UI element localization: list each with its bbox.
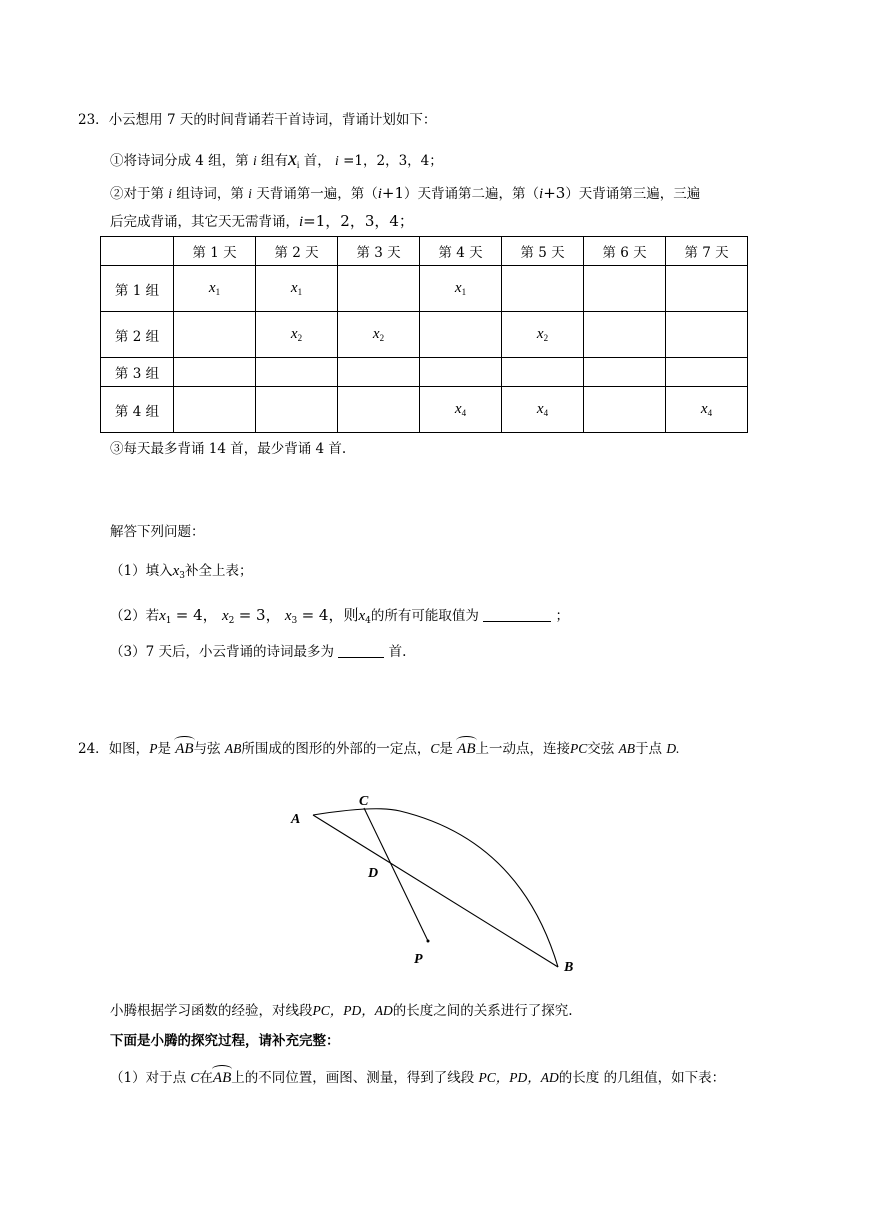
table-cell [502,266,584,312]
cell-variable: x [290,280,298,296]
table-cell [174,312,256,358]
rule2-text-a: ②对于第 [110,186,164,202]
table-cell [256,312,338,358]
table-cell [338,387,420,433]
table-row [101,387,748,433]
table-cell [502,358,584,387]
q23-rule2-line2 [110,212,414,231]
value-x3: = 4，则 [301,606,359,624]
table-cell [666,312,748,358]
segment-labels: PC，PD，AD [312,1003,393,1018]
q23-number: 23． [78,112,109,128]
table-cell [584,358,666,387]
q23-answer-intro: 解答下列问题： [110,524,205,540]
q24-text: 于点 [635,741,663,757]
part1-text-b: 在 [199,1070,213,1086]
arc-notation: AB [175,741,194,757]
table-cell [174,266,256,312]
cell-variable: x [536,326,544,342]
cell-variable: x [454,401,462,417]
rule2-text-b: 组诗词，第 [176,186,244,202]
table-header-cell: 第 6 天 [584,237,666,266]
q24-part1 [110,1069,725,1087]
q24-text: 是 [439,741,453,757]
q23-rule3: ③每天最多背诵 14 首，最少背诵 4 首. [110,441,347,457]
q23-statement [78,112,436,128]
cell-variable: x [454,280,462,296]
table-header-cell: 第 4 天 [420,237,502,266]
table-row [101,358,748,387]
var-x: x [159,608,166,624]
rule1-text-d: =1，2，3，4； [343,153,443,169]
cell-variable: x [700,401,708,417]
cell-variable: x [208,280,216,296]
rule2-text-c: 天背诵第一遍，第（ [256,186,378,202]
rule2-line2-text: 后完成背诵，其它天无需背诵， [110,214,299,230]
table-cell [584,266,666,312]
var-i: i [377,186,382,202]
label-d: D [368,866,379,881]
table-cell [338,312,420,358]
segment-labels: PC，PD，AD [478,1070,559,1085]
var-i: i [539,186,544,202]
cell-subscript: 2 [379,333,385,343]
cell-subscript: 1 [215,287,221,297]
rule2-text-d: ）天背诵第二遍，第（ [404,186,540,202]
cell-subscript: 4 [707,408,713,418]
table-cell [420,312,502,358]
var-x: x [288,148,297,170]
chord-ab [313,815,558,967]
expr-plus-one: +1 [381,184,405,202]
q24-statement [78,740,679,758]
table-cell [502,387,584,433]
rule1-text-c: 首， [303,153,331,169]
value-x2: = 3， [238,606,281,624]
var-i: i [248,186,252,201]
var-x-subscript: 3 [179,571,185,581]
table-cell [256,358,338,387]
cell-subscript: 4 [461,408,467,418]
table-cell [584,387,666,433]
q24-text: 与弦 [193,741,221,757]
q24-number: 24． [78,741,109,757]
table-cell [338,358,420,387]
table-header-row [101,237,748,266]
arc-ab [313,809,558,967]
table-cell [666,387,748,433]
q24-text: 是 [157,741,171,757]
rule1-text-a: ①将诗词分成 4 组，第 [110,153,249,169]
expr-plus-three: +3 [543,184,566,202]
q23-rule2-line1 [110,184,700,203]
value-x1: = 4， [175,606,218,624]
cell-subscript: 2 [297,333,303,343]
var-x-subscript: i [296,160,300,170]
point-label: P [149,741,158,756]
q23-rule1 [110,147,443,171]
var-i: i [168,186,173,201]
table-cell [174,358,256,387]
table-header-cell: 第 7 天 [666,237,748,266]
rule1-text-b: 组有 [261,153,289,169]
table-cell [256,266,338,312]
cell-subscript: 2 [543,333,549,343]
q23-part3 [110,643,406,660]
table-cell [420,387,502,433]
chord-label: AB [224,741,242,756]
cell-subscript: 4 [543,408,549,418]
table-cell [666,266,748,312]
q24-text: 交弦 [587,741,615,757]
part2-text-b: 的所有可能取值为 [370,608,479,624]
part3-text-a: （3）7 天后，小云背诵的诗词最多为 [110,644,334,660]
explore-text-end: 的长度之间的关系进行了探究. [392,1003,573,1019]
rule2-text-f: ）天背诵第三遍，三遍 [565,186,701,202]
cell-variable: x [290,326,298,342]
row-label: 第 1 组 [101,266,174,312]
table-header-cell: 第 3 天 [338,237,420,266]
q24-text: 如图， [108,741,150,757]
part1-text-a: （1）对于点 [110,1070,187,1086]
chord-label: AB [618,741,636,756]
table-header-cell: 第 2 天 [256,237,338,266]
point-label: D. [666,741,680,756]
point-label: C [430,741,440,756]
var-x-subscript: 1 [165,616,172,626]
table-header-cell: 第 5 天 [502,237,584,266]
table-cell [502,312,584,358]
part2-text-a: （2）若 [110,608,160,624]
var-i: i [335,153,339,168]
q23-part2 [110,606,569,627]
segment-label: PC [570,741,588,756]
var-x-subscript: 2 [228,616,235,626]
cell-variable: x [536,401,544,417]
label-a: A [291,812,301,827]
q23-part1 [110,562,253,582]
var-x-subscript: 4 [365,616,371,626]
var-i: i [299,214,304,230]
part2-end: ； [555,608,569,624]
q23-intro: 小云想用 7 天的时间背诵若干首诗词，背诵计划如下： [108,112,437,128]
var-x: x [221,608,229,624]
recitation-plan-table [100,236,748,433]
part1-text-b: 补全上表； [185,563,253,579]
table-cell [420,266,502,312]
row-label: 第 3 组 [101,358,174,387]
arc-notation: AB [212,1070,232,1086]
label-c: C [359,794,369,809]
geometry-figure [280,785,600,985]
var-x: x [172,563,180,579]
part1-text-c: 上的不同位置，画图、测量，得到了线段 [231,1070,475,1086]
answer-blank[interactable] [338,643,384,658]
table-row [101,312,748,358]
q24-explore [110,1003,573,1019]
arc-notation: AB [457,741,476,757]
q24-bold-instruction: 下面是小腾的探究过程，请补充完整： [110,1033,340,1049]
part1-text-d: 的长度 的几组值，如下表： [558,1070,726,1086]
row-label: 第 4 组 [101,387,174,433]
label-p: P [414,952,423,967]
table-header-cell: 第 1 天 [174,237,256,266]
table-cell [338,266,420,312]
point-p-dot [427,940,430,943]
table-cell [584,312,666,358]
part3-end: 首. [388,644,407,660]
point-label: C [190,1070,200,1085]
rule2-line2-values: =1，2，3，4； [303,212,414,230]
table-cell [174,387,256,433]
var-x: x [358,608,366,624]
explore-text: 小腾根据学习函数的经验，对线段 [110,1003,313,1019]
var-x-subscript: 3 [291,616,298,626]
table-cell [256,387,338,433]
answer-blank[interactable] [483,607,551,622]
table-row [101,266,748,312]
q24-text: 所围成的图形的外部的一定点， [241,741,431,757]
cell-subscript: 1 [461,287,467,297]
var-i: i [252,153,257,168]
row-label: 第 2 组 [101,312,174,358]
cell-variable: x [372,326,380,342]
cell-subscript: 1 [297,287,303,297]
var-x: x [284,608,292,624]
part1-text-a: （1）填入 [110,563,173,579]
table-cell [666,358,748,387]
table-header-cell [101,237,174,266]
table-cell [420,358,502,387]
label-b: B [564,960,574,975]
q24-text: 上一动点，连接 [475,741,570,757]
